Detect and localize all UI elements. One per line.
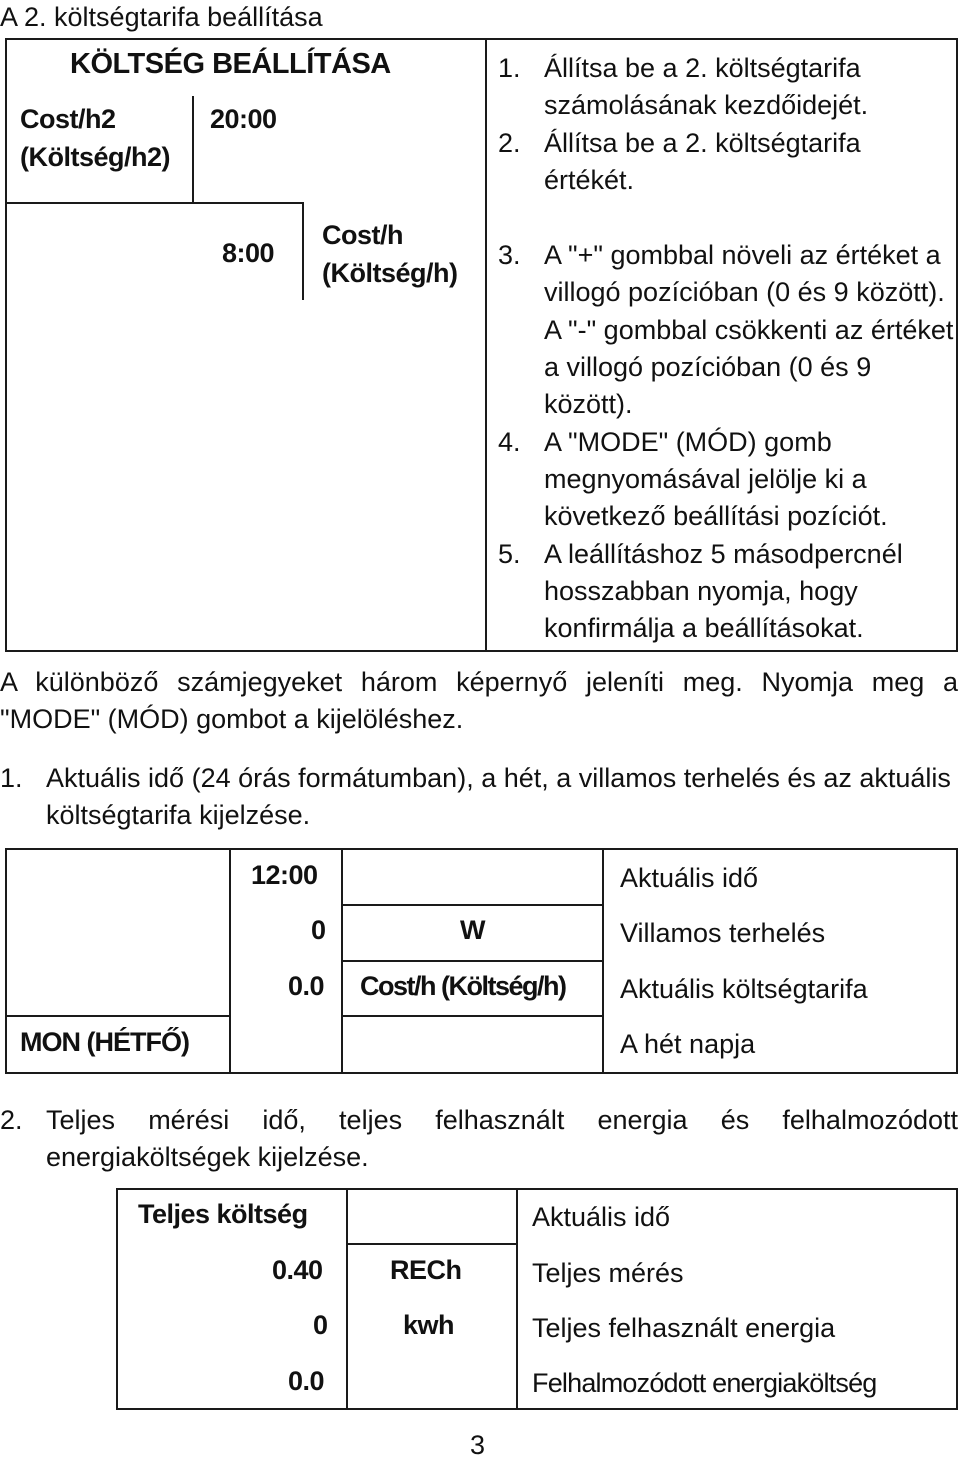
label-total-measurement: Teljes mérés [532,1258,684,1288]
item-1-text: Aktuális idő (24 órás formátumban), a hét, a villamos terhelés és az aktuális költségtarifa kijelzése. [46,763,951,830]
unit-2: kwh [403,1310,455,1340]
step-item: 4. A "MODE" (MÓD) gomb megnyomásával jelölje ki a következő beállítási pozíciót. [498,426,888,532]
item-1-number: 1. [0,763,23,793]
section-heading: A 2. költségtarifa beállítása [0,2,323,32]
intro-paragraph: A különböző számjegyeket három képernyő jeleníti meg. Nyomja meg a "MODE" (MÓD) gombot a kijelöléshez. [0,667,958,734]
label-accumulated-cost: Felhalmozódott energiaköltség [532,1368,877,1398]
page-number: 3 [470,1430,486,1460]
cost-h-label: Cost/h [322,220,403,250]
label-current-time-2: Aktuális idő [532,1202,671,1232]
steps-list [498,50,954,647]
value-3: 0.0 [288,1366,325,1396]
load-value: 0 [311,915,326,945]
total-cost-label: Teljes költség [138,1199,308,1229]
label-current-time: Aktuális idő [620,863,759,893]
cost-h-label-hu: (Költség/h) [322,258,458,288]
label-weekday: A hét napja [620,1029,756,1059]
label-total-energy: Teljes felhasznált energia [532,1313,836,1343]
current-time-value: 12:00 [251,860,318,890]
cost-value: 0.0 [288,971,325,1001]
step-item: 2. Állítsa be a 2. költségtarifa értékét. [498,127,861,195]
value-2: 0 [313,1310,328,1340]
tariff1-start-time: 8:00 [222,238,275,268]
weekday-value: MON (HÉTFŐ) [20,1027,189,1057]
step-item: 3. A "+" gombbal növeli az értéket a villogó pozícióban (0 és 9 között). A "-" gombbal csökkenti az értéket a villogó pozícióban (0 és 9 között). [498,240,954,420]
table-title: KÖLTSÉG BEÁLLÍTÁSA [70,48,391,80]
item-1 [0,760,958,834]
cost-unit: Cost/h (Költség/h) [360,971,566,1001]
cost-h2-label-hu: (Költség/h2) [20,142,171,172]
label-current-tariff: Aktuális költségtarifa [620,974,868,1004]
item-2 [0,1102,958,1176]
step-item: 5. A leállításhoz 5 másodpercnél hosszabban nyomja, hogy konfirmálja a beállításokat. [498,538,903,644]
load-unit: W [460,915,485,945]
label-electric-load: Villamos terhelés [620,918,826,948]
item-2-text: Teljes mérési idő, teljes felhasznált energia és felhalmozódott energiaköltségek kijelzése. [46,1105,958,1172]
item-2-number: 2. [0,1105,23,1135]
tariff2-start-time: 20:00 [210,104,277,134]
value-1: 0.40 [272,1255,323,1285]
step-item: 1. Állítsa be a 2. költségtarifa számolásának kezdőidejét. [498,53,869,121]
cost-h2-label: Cost/h2 [20,104,116,134]
unit-1: RECh [390,1255,462,1285]
